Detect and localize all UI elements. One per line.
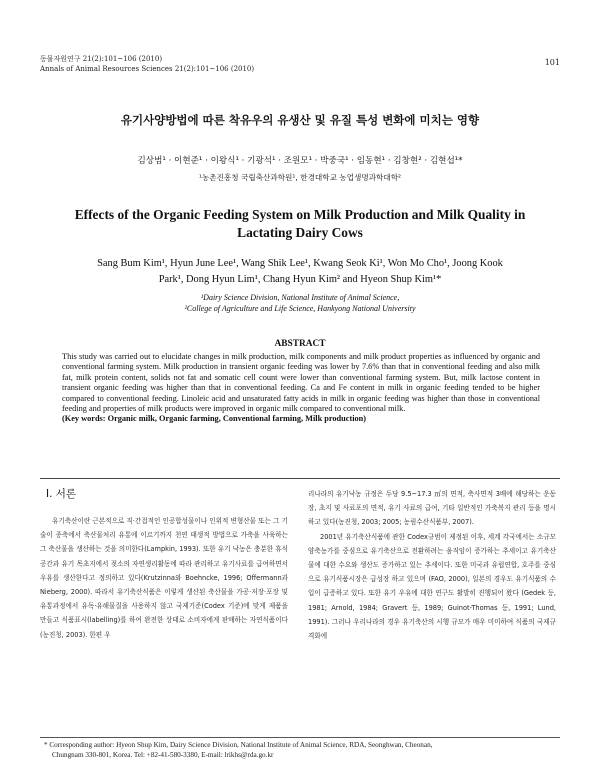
affiliation-korean: ¹농촌진흥청 국립축산과학원¹, 한경대학교 농업생명과학대학² — [198, 173, 402, 182]
title-english-line2: Lactating Dairy Cows — [237, 225, 363, 240]
title-english — [52, 206, 548, 242]
journal-citation-en: Annals of Animal Resources Sciences 21(2):101~106 (2010) — [40, 65, 255, 73]
abstract — [62, 352, 540, 425]
affiliation-english — [0, 292, 600, 314]
section-heading: I. 서론 — [46, 488, 77, 500]
footnote-divider — [40, 737, 560, 738]
affiliation-english-2: ²College of Agriculture and Life Science, Hankyong National University — [184, 304, 416, 313]
journal-citation-ko: 동물자원연구 21(2):101~106 (2010) — [40, 55, 163, 63]
title-english-line1: Effects of the Organic Feeding System on Milk Production and Milk Quality in — [74, 207, 526, 222]
journal-citation — [40, 54, 254, 74]
authors-english — [56, 256, 544, 288]
authors-korean: 김상범¹ · 이현준¹ · 이왕식¹ · 기광석¹ · 조원모¹ · 박중국¹ · 임동현¹ · 김창현² · 김현섭¹* — [137, 156, 463, 166]
section-divider — [40, 478, 560, 479]
affiliation-english-1: ¹Dairy Science Division, National Institute of Animal Science, — [200, 293, 400, 302]
footnote-line2: Chungnam 330-801, Korea. Tel: +82-41-580-3380, E-mail: lrikhs@rda.go.kr — [52, 750, 274, 759]
abstract-heading: ABSTRACT — [274, 339, 326, 349]
abstract-body: This study was carried out to elucidate changes in milk production, milk components and milk product properties as influenced by organic and conventional farming system. Milk production in transient organic feeding was lower by 7.6% than that in conventional feeding and also milk fat, milk protein content, solids not fat and somatic cell count were lower than conventional farming system. But, milk lactose content in transient organic feeding was higher than that in conventional feeding. Ca and Fe content in milk in organic feeding tended to be higher compared to conventional feeding. Linoleic acid and unsaturated fatty acids in milk in organic feeding was higher than those in conventional feeding and properties of milk products were improved in organic milk compared to conventional milk. — [62, 352, 540, 414]
paragraph: 2001년 유기축산식품에 관한 Codex규범이 제정된 이후, 세계 각국에서는 소규모 양축농가를 중심으로 유기축산으로 전환하려는 움직임이 증가하는 추세이고 유기축산물에 대한 수요와 생산도 증가하고 있는 추세이다. 또한 미국과 유럽연합, 호주를 중심으로 유기식품시장은 급성장 하고 있으며 (FAO, 2000), 일본의 경우도 유기식품의 수입이 급증하고 있다. 또한 유기 우유에 대한 연구도 활발히 진행되어 왔다 (Gedek 등, 1981; Arnold, 1984; Gravert 등, 1989; Guinot-Thomas 등, 1991; Lund, 1991). 그러나 우리나라의 경우 유기축산의 시행 규모가 매우 미미하여 식품의 국제규격화에 — [308, 532, 556, 641]
keywords: (Key words: Organic milk, Organic farming, Conventional farming, Milk production) — [62, 414, 367, 424]
footnote — [44, 741, 556, 760]
paragraph: 유기축산이란 근본적으로 직·간접적인 인공합성물이나 인위적 변형산물 또는 그 기술이 종축에서 축산물처리 유통에 이르기까지 천연 태생적 방법으로 가축을 사육하는 그 축산물을 생산하는 것을 의미한다(Lampkin, 1993). 또한 유기 낙농은 충분한 휴식공간과 유기 목초지에서 젖소의 자연생리활동에 따라 관리하고 유기사료를 급여하면서 우유를 생산한다고 정의하고 있다(Krutzinna와 Boehncke, 1996; Offermann과 Nieberg, 2000). 따라서 유기축산식품은 이렇게 생산된 축산물을 가공·저장·포장 및 유통과정에서 유독·유해물질을 사용하지 않고 국제기준(Codex 기준)에 맞게 제품을 만들고 식품표시(labelling)를 하여 완전한 상태로 소비자에게 판매하는 자연식품이다(농진청, 2003). 한편 우 — [40, 517, 288, 639]
authors-english-line2: Park¹, Dong Hyun Lim¹, Chang Hyun Kim² and Hyeon Shup Kim¹* — [158, 274, 442, 285]
left-column — [40, 514, 288, 642]
authors-english-line1: Sang Bum Kim¹, Hyun June Lee¹, Wang Shik Lee¹, Kwang Seok Ki¹, Won Mo Cho¹, Joong Kook — [97, 258, 503, 269]
title-korean: 유기사양방법에 따른 착유우의 유생산 및 유질 특성 변화에 미치는 영향 — [120, 113, 480, 127]
paragraph: 리나라의 유기낙농 규정은 두당 9.5~17.3 ㎡의 면적, 축사면적 3배에 해당하는 운동장, 초지 및 사료포의 면적, 유기 사료의 급여, 기타 일반적인 가축복지 관리 등을 명시하고 있다(농진청, 2003; 2005; 농림수산식품부, 2007). — [308, 490, 556, 527]
footnote-line1: * Corresponding author: Hyeon Shup Kim, Dairy Science Division, National Institute of Animal Science, RDA, Seonghwan, Cheonan, — [44, 741, 433, 749]
right-column — [308, 487, 556, 643]
page-number: 101 — [544, 58, 560, 67]
